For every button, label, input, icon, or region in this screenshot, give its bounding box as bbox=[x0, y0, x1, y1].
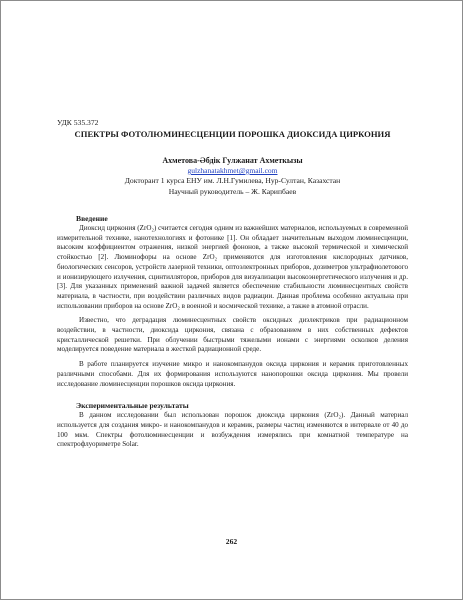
article-title: СПЕКТРЫ ФОТОЛЮМИНЕСЦЕНЦИИ ПОРОШКА ДИОКСИДА ЦИРКОНИЯ bbox=[74, 129, 391, 139]
author-email-link[interactable]: gulzhanatakhmet@gmail.com bbox=[187, 166, 278, 175]
page-number: 262 bbox=[225, 537, 238, 546]
section-heading-introduction: Введение bbox=[76, 214, 108, 223]
intro-paragraph: Диоксид циркония (ZrO₂) считается сегодня одним из важнейших материалов, используемых в современной измерительной технике, нанотехнологиях и фотонике [1]. Он обладает значительным выходом люминесценции, высоким коэффициентом отражения, низкой энергией фононов, а также высокой термической и химической стойкостью [2]. Люминофоры на основе ZrO₂ применяются для изготовления кислородных датчиков, биологических сенсоров, устройств лазерной техники, оптоэлектронных приборов, дозиметров ультрафиолетового и ионизирующего излучения, сцинтилляторов, приборов для визуализации высокоэнергетического излучения и др. [3]. Для указанных применений важной задачей является обеспечение стабильности люминесцентных свойств материала, в частности, при воздействии различных видов радиации. Данная проблема особенно актуальна при использовании приборов на основе ZrO₂ в военной и космической технике, а также в атомной отрасли. bbox=[57, 224, 408, 310]
intro-paragraph: Известно, что деградация люминесцентных свойств оксидных диэлектриков при радиационном воздействии, в частности, диоксида циркония, связана с образованием в них собственных дефектов кристаллической решетки. При облучении быстрыми тяжелыми ионами с энергиями осколков деления моделируется поведение материала в жесткой радиационной среде. bbox=[57, 316, 408, 354]
author-name: Ахметова-Әбдік Гулжанат Ахметкызы bbox=[162, 156, 303, 165]
intro-paragraph: В работе планируется изучение микро и нанокомпанудов оксида циркония и керамик приготовленных различными способами. Для их формирования используются нанопорошки оксида циркония. Мы провели исследование люминесценции порошков оксида циркония. bbox=[57, 360, 408, 388]
scientific-advisor: Научный руководитель – Ж. Карипбаев bbox=[168, 186, 297, 196]
section-heading-results: Экспериментальные результаты bbox=[76, 401, 189, 411]
author-affiliation: Докторант 1 курса ЕНУ им. Л.Н.Гумилева, Нур-Султан, Казахстан bbox=[124, 176, 341, 185]
results-paragraph: В данном исследовании был использован порошок диоксида циркония (ZrO₂). Данный материал используется для создания микро- и нанокомпанудов и керамик, размеры частиц изменяются в интервале от 40 до 100 мкм. Спектры фотолюминесценции и возбуждения измерялись при комнатной температуре на спектрофлуориметре Solar. bbox=[57, 411, 408, 449]
udc-code: УДК 535.372 bbox=[57, 118, 99, 127]
document-page bbox=[57, 118, 408, 450]
